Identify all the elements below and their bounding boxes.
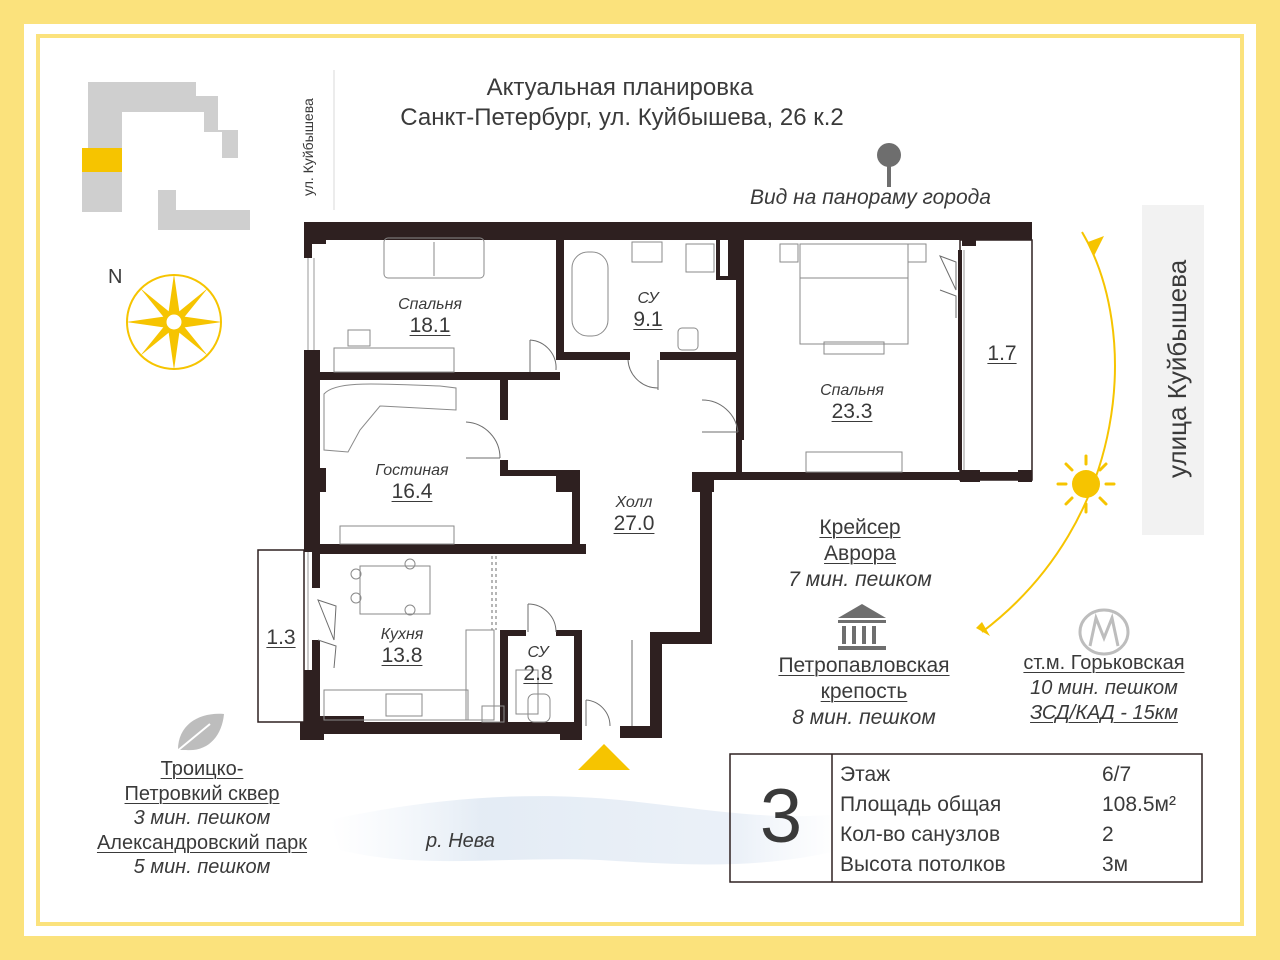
address-text: Санкт-Петербург, ул. Куйбышева, 26 к.2 <box>400 104 844 131</box>
room-bedroom-2 <box>792 382 912 424</box>
room-area: 18.1 <box>409 314 451 337</box>
room-name: Холл <box>615 494 653 511</box>
summary-label: Этаж <box>840 763 891 786</box>
landmark-name: Крейсер <box>819 516 901 539</box>
park-name: Александровский парк <box>96 832 308 854</box>
plan-title: Актуальная планировка <box>486 74 754 101</box>
room-area: 23.3 <box>831 400 873 423</box>
street-label-right: улица Куйбышева <box>1162 259 1192 478</box>
metro-time: 10 мин. пешком <box>1030 677 1178 699</box>
room-name: Гостиная <box>375 462 449 479</box>
landmark-name: крепость <box>820 680 908 703</box>
river-label: р. Нева <box>426 830 495 852</box>
park-time: 5 мин. пешком <box>133 856 271 878</box>
landmark-fortress <box>744 654 984 730</box>
room-bathroom-2 <box>510 644 566 686</box>
landmark-name: Аврора <box>824 542 896 565</box>
metro-name: ст.м. Горьковская <box>1023 652 1185 674</box>
summary-label: Высота потолков <box>840 853 1006 876</box>
room-bathroom-1 <box>610 290 686 332</box>
room-name: Кухня <box>380 626 424 643</box>
room-balcony-left: 1.3 <box>266 626 296 649</box>
location-pin-icon <box>877 143 901 187</box>
landmark-park <box>60 758 344 879</box>
summary-value: 108.5м² <box>1102 793 1176 816</box>
landmark-name: Петропавловская <box>778 654 950 677</box>
room-name: СУ <box>637 290 659 307</box>
entrance-marker <box>578 744 630 770</box>
metro-icon <box>1080 610 1128 654</box>
summary-values <box>1102 760 1176 880</box>
room-hall <box>584 494 684 536</box>
landmark-time: 8 мин. пешком <box>792 706 936 729</box>
summary-labels <box>840 760 1006 880</box>
summary-value: 6/7 <box>1102 763 1132 786</box>
room-area: 13.8 <box>381 644 423 667</box>
compass-north-label: N <box>108 266 123 288</box>
sun-arc <box>982 232 1115 632</box>
park-name: Петровкий сквер <box>124 783 280 805</box>
building-minimap <box>82 82 250 230</box>
room-name: Спальня <box>398 296 462 313</box>
summary-value: 2 <box>1102 823 1114 846</box>
room-living <box>352 462 472 504</box>
summary-label: Площадь общая <box>840 793 1002 816</box>
museum-icon <box>838 604 886 650</box>
room-area: 27.0 <box>613 512 655 535</box>
summary-label: Кол-во санузлов <box>840 823 1001 846</box>
street-label-left: ул. Куйбышева <box>300 98 316 196</box>
landmark-aurora <box>760 516 960 592</box>
room-area: 9.1 <box>633 308 663 331</box>
room-area: 2.8 <box>523 662 553 685</box>
room-area: 16.4 <box>391 480 433 503</box>
landmark-metro <box>996 652 1212 725</box>
room-name: Спальня <box>820 382 884 399</box>
park-name: Троицко- <box>160 758 244 780</box>
room-balcony-right: 1.7 <box>987 342 1017 365</box>
rooms-count: 3 <box>759 774 803 859</box>
sun-icon <box>1058 456 1114 512</box>
room-name: СУ <box>527 644 549 661</box>
park-time: 3 мин. пешком <box>133 807 271 829</box>
room-kitchen <box>352 626 452 668</box>
metro-road: ЗСД/КАД - 15км <box>1030 702 1178 724</box>
summary-value: 3м <box>1102 853 1129 876</box>
leaf-icon <box>176 714 224 752</box>
compass-rose-icon <box>126 274 222 370</box>
view-label: Вид на панораму города <box>750 186 991 209</box>
landmark-time: 7 мин. пешком <box>788 568 932 591</box>
room-bedroom-1 <box>370 296 490 338</box>
